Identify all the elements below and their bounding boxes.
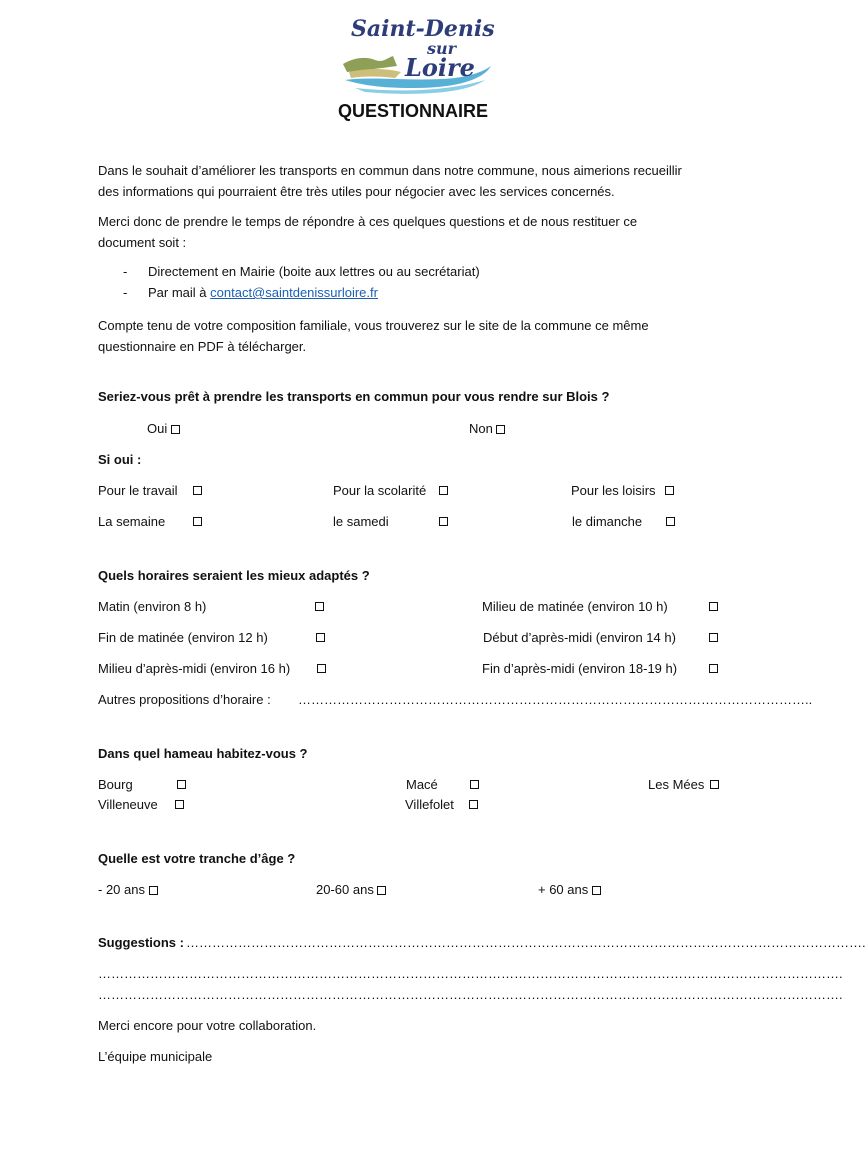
text-line: Dans le souhait d’améliorer les transports en commun dans notre commune, nous aimerions recueillir bbox=[98, 163, 682, 178]
option-scolarite: Pour la scolarité bbox=[333, 483, 427, 498]
checkbox-fin-apres-midi[interactable] bbox=[709, 664, 718, 673]
checkbox-travail[interactable] bbox=[193, 486, 202, 495]
option-age-under-20[interactable] bbox=[98, 882, 158, 897]
page-title: QUESTIONNAIRE bbox=[337, 101, 488, 121]
option-fin-apres-midi: Fin d’après-midi (environ 18-19 h) bbox=[482, 661, 678, 676]
bullet-dash: - bbox=[123, 264, 128, 279]
option-samedi: le samedi bbox=[333, 514, 389, 529]
text-line: Compte tenu de votre composition familiale, vous trouverez sur le site de la commune ce même bbox=[98, 318, 649, 333]
checkbox-milieu-matinee[interactable] bbox=[709, 602, 718, 611]
question-transport: Seriez-vous prêt à prendre les transports en commun pour vous rendre sur Blois ? bbox=[98, 389, 610, 404]
option-villefolet: Villefolet bbox=[405, 797, 454, 812]
checkbox-matin[interactable] bbox=[315, 602, 324, 611]
checkbox[interactable] bbox=[171, 425, 180, 434]
suggestions-field-line2[interactable]: ………………………………………………………………………………………………………………………………………………………. bbox=[98, 966, 843, 981]
intro-paragraph-3 bbox=[98, 315, 728, 357]
suggestions-label: Suggestions : bbox=[98, 935, 184, 950]
checkbox-semaine[interactable] bbox=[193, 517, 202, 526]
option-semaine: La semaine bbox=[98, 514, 166, 529]
checkbox[interactable] bbox=[496, 425, 505, 434]
option-label: Non bbox=[469, 421, 493, 436]
option-age-20-60[interactable] bbox=[316, 882, 386, 897]
text-line: document soit : bbox=[98, 235, 187, 250]
checkbox[interactable] bbox=[592, 886, 601, 895]
option-mace: Macé bbox=[406, 777, 438, 792]
checkbox-fin-matinee[interactable] bbox=[316, 633, 325, 642]
checkbox-debut-apres-midi[interactable] bbox=[709, 633, 718, 642]
bullet-dash: - bbox=[123, 285, 128, 300]
logo-line1: Saint-Denis bbox=[351, 16, 495, 42]
checkbox-scolarite[interactable] bbox=[439, 486, 448, 495]
option-dimanche: le dimanche bbox=[572, 514, 643, 529]
option-label: Oui bbox=[147, 421, 168, 436]
logo-line2: sur bbox=[427, 39, 457, 58]
logo-line3: Loire bbox=[405, 53, 475, 82]
option-matin: Matin (environ 8 h) bbox=[98, 599, 207, 614]
checkbox-loisirs[interactable] bbox=[665, 486, 674, 495]
option-les-mees: Les Mées bbox=[648, 777, 705, 792]
bullet-mairie: Directement en Mairie (boite aux lettres ou au secrétariat) bbox=[148, 264, 480, 279]
checkbox-mace[interactable] bbox=[470, 780, 479, 789]
checkbox-bourg[interactable] bbox=[177, 780, 186, 789]
text-line: questionnaire en PDF à télécharger. bbox=[98, 339, 307, 354]
intro-paragraph-2 bbox=[98, 211, 728, 253]
bullet-mail bbox=[148, 285, 378, 300]
bullet-mail-text: Par mail à bbox=[148, 285, 211, 300]
suggestions-field-line3[interactable]: ………………………………………………………………………………………………………………………………………………………. bbox=[98, 987, 843, 1002]
text-line: des informations qui pourraient être très utiles pour négocier avec les services concernés. bbox=[98, 184, 615, 199]
other-schedule-label: Autres propositions d’horaire : bbox=[98, 692, 271, 707]
intro-paragraph-1 bbox=[98, 160, 728, 202]
checkbox-villefolet[interactable] bbox=[469, 800, 478, 809]
checkbox[interactable] bbox=[149, 886, 158, 895]
question-age: Quelle est votre tranche d’âge ? bbox=[98, 851, 296, 866]
option-travail: Pour le travail bbox=[98, 483, 178, 498]
suggestions-field-line1[interactable]: …………………………………………………………………………………………………………………………………………. bbox=[186, 935, 866, 950]
checkbox-les-mees[interactable] bbox=[710, 780, 719, 789]
option-loisirs: Pour les loisirs bbox=[571, 483, 656, 498]
question-horaires: Quels horaires seraient les mieux adaptés ? bbox=[98, 568, 370, 583]
checkbox-villeneuve[interactable] bbox=[175, 800, 184, 809]
text-line: Merci donc de prendre le temps de répondre à ces quelques questions et de nous restituer ce bbox=[98, 214, 638, 229]
option-label: 20-60 ans bbox=[316, 882, 374, 897]
question-hameau: Dans quel hameau habitez-vous ? bbox=[98, 746, 308, 761]
other-schedule-field[interactable]: ……………………………………………………………………………………………………….. bbox=[298, 692, 813, 707]
option-age-over-60[interactable] bbox=[538, 882, 601, 897]
option-label: + 60 ans bbox=[538, 882, 589, 897]
town-logo bbox=[335, 14, 495, 94]
thanks-text: Merci encore pour votre collaboration. bbox=[98, 1018, 317, 1033]
option-non[interactable] bbox=[469, 421, 505, 436]
option-debut-apres-midi: Début d’après-midi (environ 14 h) bbox=[483, 630, 676, 645]
option-villeneuve: Villeneuve bbox=[98, 797, 158, 812]
option-bourg: Bourg bbox=[98, 777, 133, 792]
option-label: - 20 ans bbox=[98, 882, 145, 897]
option-oui[interactable] bbox=[147, 421, 180, 436]
option-milieu-apres-midi: Milieu d’après-midi (environ 16 h) bbox=[98, 661, 291, 676]
checkbox-dimanche[interactable] bbox=[666, 517, 675, 526]
option-milieu-matinee: Milieu de matinée (environ 10 h) bbox=[482, 599, 668, 614]
email-link[interactable]: contact@saintdenissurloire.fr bbox=[210, 285, 378, 300]
checkbox-milieu-apres-midi[interactable] bbox=[317, 664, 326, 673]
signature: L’équipe municipale bbox=[98, 1049, 213, 1064]
if-yes-label: Si oui : bbox=[98, 452, 142, 467]
checkbox[interactable] bbox=[377, 886, 386, 895]
checkbox-samedi[interactable] bbox=[439, 517, 448, 526]
option-fin-matinee: Fin de matinée (environ 12 h) bbox=[98, 630, 268, 645]
